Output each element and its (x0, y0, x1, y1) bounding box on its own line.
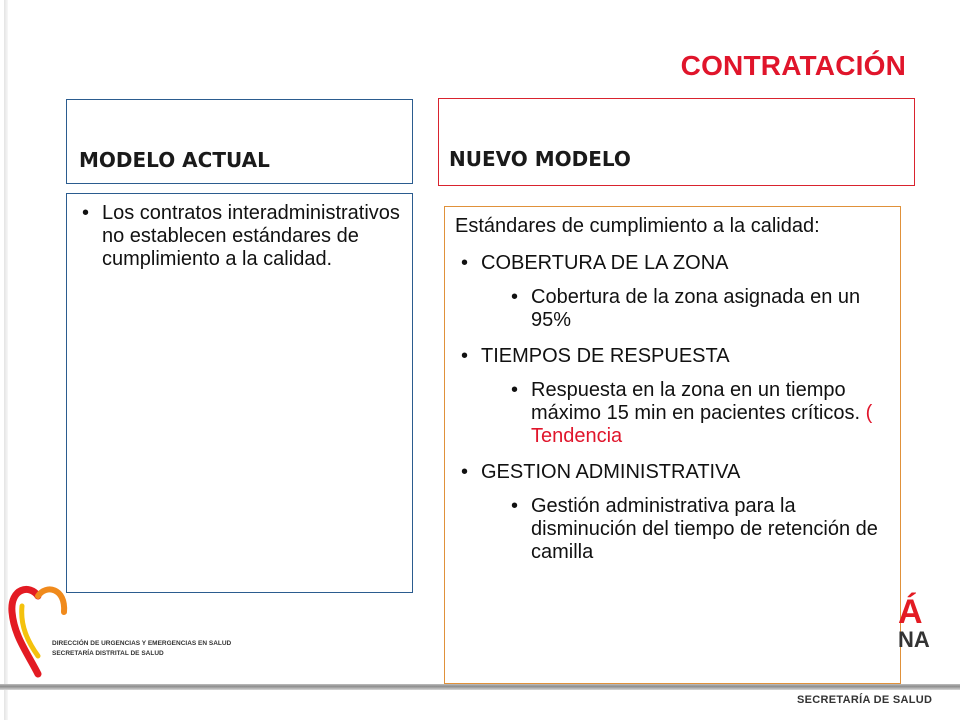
coverage-section-title: • COBERTURA DE LA ZONA (481, 252, 890, 275)
footer-rule (0, 684, 960, 690)
admin-detail-text: Gestión administrativa para la disminución del tiempo de retención de camilla (531, 495, 878, 563)
standards-intro: Estándares de cumplimiento a la calidad: (455, 215, 820, 237)
footer-label: SECRETARÍA DE SALUD (797, 694, 933, 706)
current-model-header (66, 99, 413, 184)
heart-logo-icon (8, 584, 68, 684)
logo-line-1: DIRECCIÓN DE URGENCIAS Y EMERGENCIAS EN SALUD (52, 640, 232, 647)
logo-line-2: SECRETARÍA DISTRITAL DE SALUD (52, 650, 164, 657)
new-model-content (444, 206, 901, 684)
response-time-section-title: • TIEMPOS DE RESPUESTA (481, 345, 890, 368)
current-model-content (66, 193, 413, 593)
new-model-header-label: NUEVO MODELO (449, 147, 631, 171)
coverage-detail (531, 286, 890, 332)
new-model-header (438, 98, 915, 186)
admin-section-title: • GESTION ADMINISTRATIVA (481, 461, 890, 484)
current-model-bullet: • Los contratos interadministrativos no establecen estándares de cumplimiento a la calidad. (102, 202, 400, 271)
trend-note: ( Tendencia (531, 402, 873, 447)
response-time-detail (531, 379, 890, 448)
admin-detail (531, 495, 890, 564)
current-model-header-label: MODELO ACTUAL (79, 148, 270, 172)
urgency-directorate-logo (8, 584, 258, 684)
response-time-detail-text: Respuesta en la zona en un tiempo máximo 15 min en pacientes críticos. (531, 379, 861, 424)
coverage-detail-text: Cobertura de la zona asignada en un 95% (531, 286, 861, 331)
right-logo-letter: Á (898, 593, 923, 631)
partial-right-logo (898, 593, 938, 666)
right-logo-text: NA (898, 627, 930, 652)
slide-title: CONTRATACIÓN (680, 50, 906, 81)
